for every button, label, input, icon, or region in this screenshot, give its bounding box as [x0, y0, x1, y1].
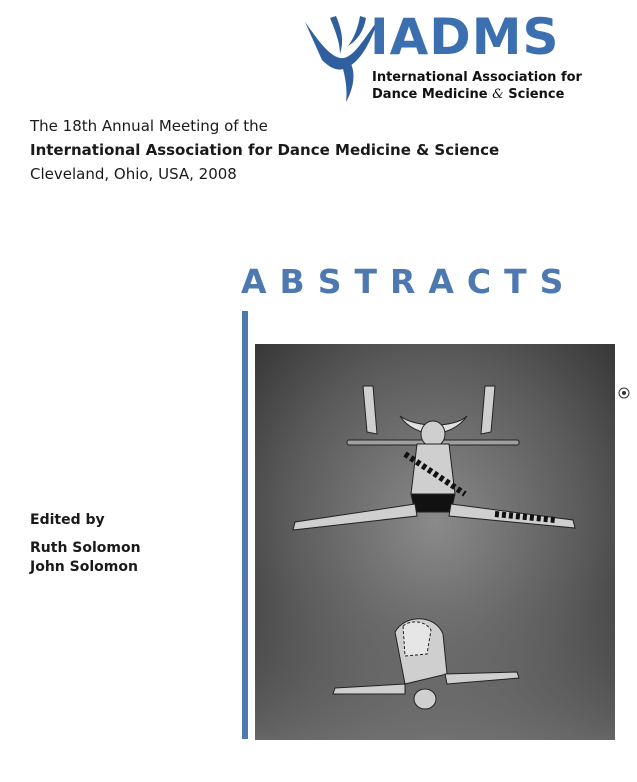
meeting-line2: International Association for Dance Medicine & Science [30, 141, 500, 159]
editor-name: John Solomon [30, 559, 138, 575]
meeting-line1: The 18th Annual Meeting of the [30, 117, 268, 135]
accent-bar [242, 311, 248, 739]
edited-by-label: Edited by [30, 512, 105, 528]
logo-acronym: IADMS [370, 8, 560, 66]
meeting-line3: Cleveland, Ohio, USA, 2008 [30, 165, 237, 183]
dancer-photograph [255, 344, 615, 740]
editor-name: Ruth Solomon [30, 540, 141, 556]
swoosh-logo-icon [300, 10, 380, 105]
editors-block [30, 512, 141, 577]
logo-org-line1: International Association for [372, 70, 582, 85]
logo-ampersand: & [492, 87, 504, 102]
logo-org-line2-part1: Dance Medicine [372, 87, 493, 102]
iadms-logo [300, 10, 600, 105]
logo-org-line2 [372, 87, 564, 102]
crosshair-target-icon [618, 384, 630, 403]
logo-org-line2-part2: Science [503, 87, 565, 102]
document-title: ABSTRACTS [241, 262, 577, 301]
meeting-info [30, 114, 499, 186]
